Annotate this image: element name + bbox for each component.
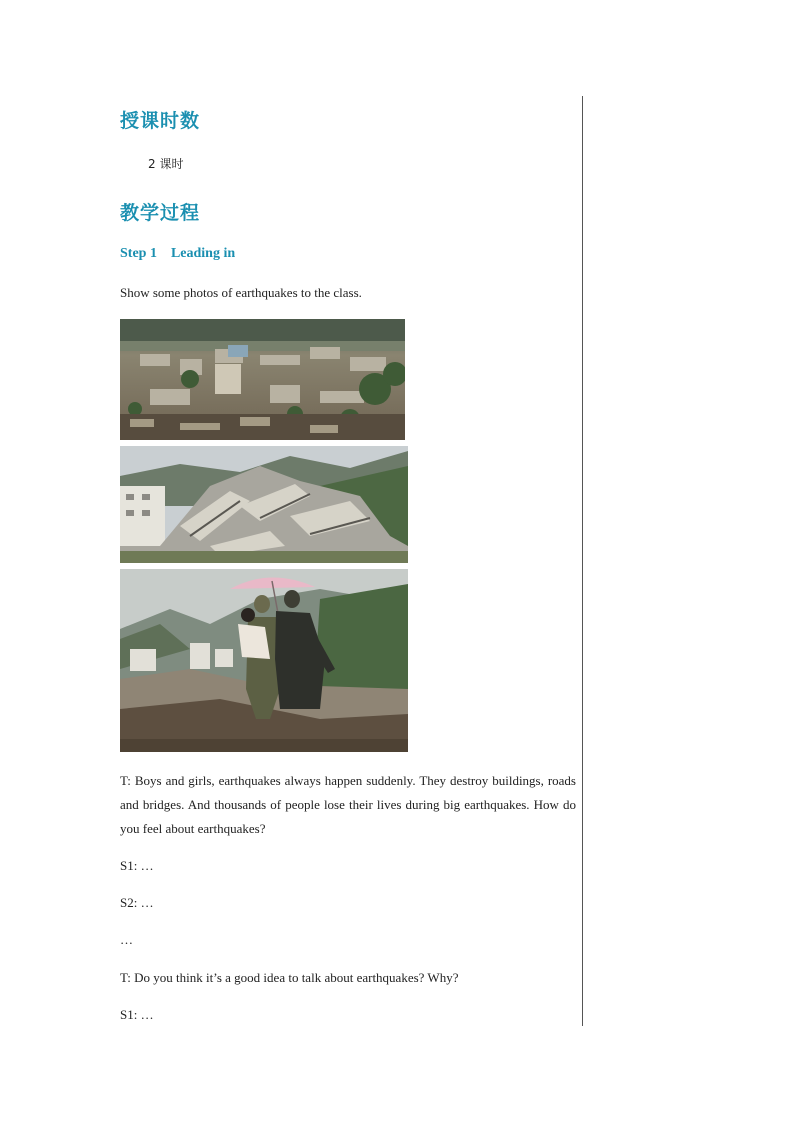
ellipsis-line: … (120, 932, 133, 947)
soldiers-rescue-child-photo (120, 569, 408, 752)
collapsed-building-photo (120, 446, 408, 563)
margin-divider-line (582, 96, 583, 1026)
student2-answer: S2: … (120, 895, 154, 910)
hours-heading: 授课时数 (120, 110, 201, 132)
hours-value: 2 课时 (148, 157, 184, 171)
student1-answer-2: S1: … (120, 1007, 154, 1022)
student1-answer: S1: … (120, 858, 154, 873)
ruined-town-photo (120, 319, 405, 440)
step1-heading: Step 1 Leading in (120, 246, 236, 261)
process-heading: 教学过程 (120, 202, 201, 224)
teacher-question-1: T: Boys and girls, earthquakes always happen suddenly. They destroy buildings, roads and bridges. And thousands of people lose their lives during big earthquakes. How do you feel about earthquakes? (120, 773, 576, 836)
step1-intro: Show some photos of earthquakes to the class. (120, 285, 362, 300)
teacher-question-2: T: Do you think it’s a good idea to talk about earthquakes? Why? (120, 970, 459, 985)
